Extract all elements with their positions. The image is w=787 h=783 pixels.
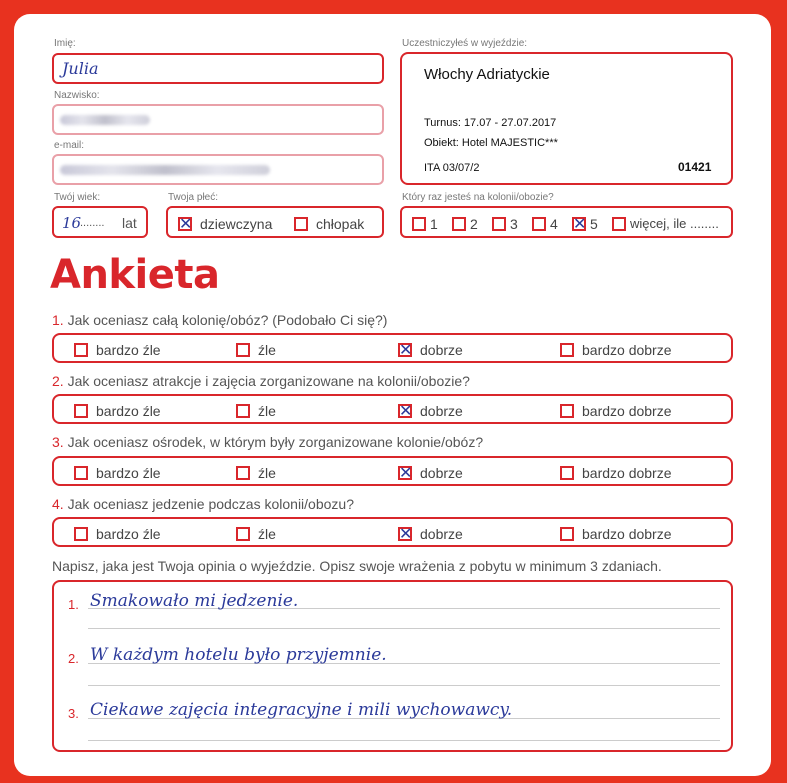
question-1: 1. Jak oceniasz całą kolonię/obóz? (Podobało Ci się?) [52,312,388,328]
checkbox-icon[interactable] [532,217,546,231]
question-3-options [52,456,733,486]
checkbox-icon[interactable] [74,404,88,418]
age-label: Twój wiek: [54,192,101,203]
opinion-line-3-text: Ciekawe zajęcia integracyjne i mili wychowawcy. [90,700,513,720]
trip-box [400,52,733,185]
email-field[interactable] [52,154,384,185]
option-bardzo-dobrze[interactable]: bardzo dobrze [560,525,672,543]
question-2: 2. Jak oceniasz atrakcje i zajęcia zorganizowane na kolonii/obozie? [52,373,470,389]
gender-field [166,206,384,238]
opinion-line-1-text: Smakowało mi jedzenie. [90,591,299,611]
checkbox-checked-icon[interactable] [178,217,192,231]
checkbox-icon[interactable] [560,343,574,357]
checkbox-checked-icon[interactable] [398,404,412,418]
checkbox-icon[interactable] [236,466,250,480]
checkbox-icon[interactable] [74,466,88,480]
surname-field[interactable] [52,104,384,135]
question-1-options [52,333,733,363]
times-field [400,206,733,238]
checkbox-checked-icon[interactable] [398,527,412,541]
times-label: Który raz jesteś na kolonii/obozie? [402,192,554,203]
age-field[interactable] [52,206,148,238]
option-dobrze[interactable]: ✕ dobrze [398,464,463,482]
option-dobrze[interactable]: ✕ dobrze [398,525,463,543]
option-zle[interactable]: źle [236,525,276,543]
surname-label: Nazwisko: [54,90,100,101]
times-option-3[interactable]: 3 [492,215,518,233]
name-field[interactable] [52,53,384,84]
option-zle[interactable]: źle [236,464,276,482]
opinion-line-2-number: 2. [68,651,79,666]
checkbox-icon[interactable] [560,466,574,480]
email-label: e-mail: [54,140,85,151]
option-bardzo-dobrze[interactable]: bardzo dobrze [560,402,672,420]
option-bardzo-zle[interactable]: bardzo źle [74,402,161,420]
checkbox-icon[interactable] [236,404,250,418]
name-label: Imię: [54,38,76,49]
question-4-options [52,517,733,547]
times-option-2[interactable]: 2 [452,215,478,233]
age-dots: ........ [80,217,105,229]
checkbox-icon[interactable] [236,527,250,541]
option-bardzo-zle[interactable]: bardzo źle [74,464,161,482]
option-bardzo-zle[interactable]: bardzo źle [74,525,161,543]
option-dobrze[interactable]: ✕ dobrze [398,402,463,420]
checkbox-icon[interactable] [452,217,466,231]
page-title: Ankieta [50,252,220,298]
times-option-1[interactable]: 1 [412,215,438,233]
option-dobrze[interactable]: ✕ dobrze [398,341,463,359]
gender-option-female[interactable]: ✕dziewczyna [178,215,272,233]
option-zle[interactable]: źle [236,402,276,420]
option-bardzo-zle[interactable]: bardzo źle [74,341,161,359]
question-2-options [52,394,733,424]
trip-turnus: Turnus: 17.07 - 27.07.2017 [424,117,557,129]
age-unit: lat [122,215,137,231]
times-option-more[interactable]: więcej, ile ........ [612,215,719,233]
checkbox-checked-icon[interactable] [398,466,412,480]
trip-destination: Włochy Adriatyckie [424,66,550,83]
times-option-4[interactable]: 4 [532,215,558,233]
question-3: 3. Jak oceniasz ośrodek, w którym były zorganizowane kolonie/obóz? [52,434,484,450]
checkbox-icon[interactable] [74,343,88,357]
trip-label: Uczestniczyłeś w wyjeździe: [402,38,528,49]
checkbox-icon[interactable] [492,217,506,231]
question-4: 4. Jak oceniasz jedzenie podczas kolonii/obozu? [52,496,354,512]
option-bardzo-dobrze[interactable]: bardzo dobrze [560,464,672,482]
option-bardzo-dobrze[interactable]: bardzo dobrze [560,341,672,359]
checkbox-icon[interactable] [412,217,426,231]
trip-code: ITA 03/07/2 [424,162,480,174]
opinion-line-2-text: W każdym hotelu było przyjemnie. [90,645,387,665]
times-option-5[interactable]: ✕ 5 [572,215,598,233]
checkbox-icon[interactable] [74,527,88,541]
checkbox-icon[interactable] [560,527,574,541]
checkbox-icon[interactable] [560,404,574,418]
opinion-prompt: Napisz, jaka jest Twoja opinia o wyjeździe. Opisz swoje wrażenia z pobytu w minimum 3 zdaniach. [52,558,662,574]
checkbox-icon[interactable] [294,217,308,231]
email-redacted [60,165,270,175]
surname-redacted [60,115,150,125]
checkbox-icon[interactable] [612,217,626,231]
gender-option-male[interactable]: chłopak [294,215,364,233]
trip-number: 01421 [678,160,712,174]
gender-label: Twoja płeć: [168,192,219,203]
name-value: Julia [62,59,99,78]
option-zle[interactable]: źle [236,341,276,359]
checkbox-checked-icon[interactable] [572,217,586,231]
checkbox-icon[interactable] [236,343,250,357]
age-value: 16 [62,214,82,232]
trip-obiekt: Obiekt: Hotel MAJESTIC*** [424,137,558,149]
checkbox-checked-icon[interactable] [398,343,412,357]
opinion-line-1-number: 1. [68,597,79,612]
opinion-line-3-number: 3. [68,706,79,721]
